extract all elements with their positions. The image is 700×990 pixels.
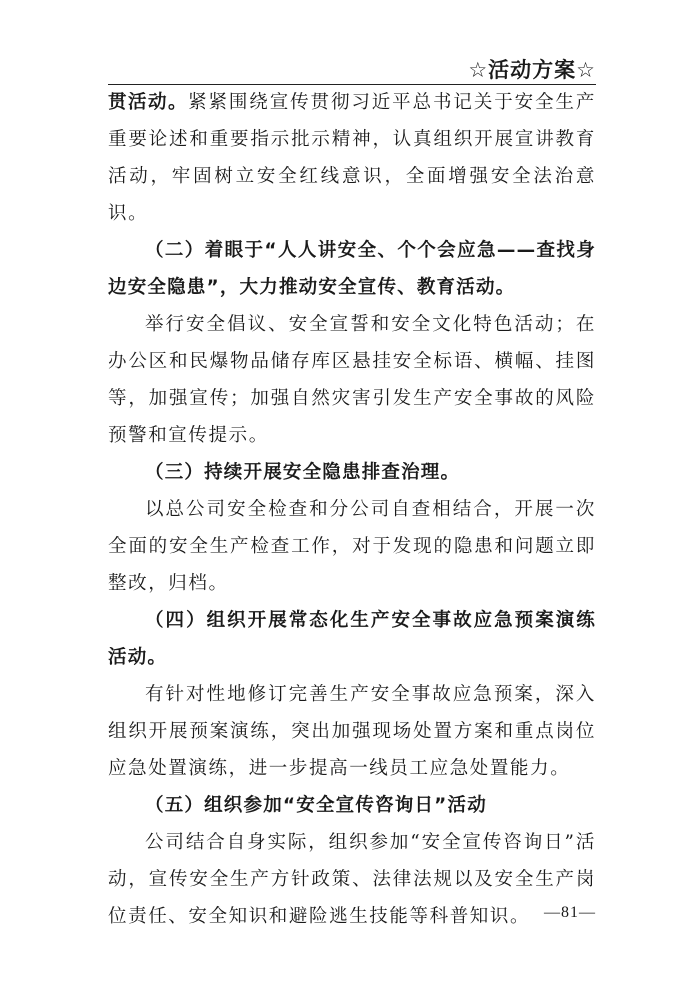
body-paragraph: 公司结合自身实际，组织参加“安全宣传咨询日”活动，宣传安全生产方针政策、法律法规以及安全生产岗位责任、安全知识和避险逃生技能等科普知识。 bbox=[108, 832, 596, 927]
paragraph-continuation bbox=[108, 84, 596, 232]
section-heading-5: （五）组织参加“安全宣传咨询日”活动 bbox=[145, 795, 487, 816]
body-paragraph: 有针对性地修订完善生产安全事故应急预案，深入组织开展预案演练，突出加强现场处置方案和重点岗位应急处置演练，进一步提高一线员工应急处置能力。 bbox=[108, 684, 596, 779]
section-heading-3: （三）持续开展安全隐患排查治理。 bbox=[145, 462, 461, 483]
paragraph-text: 紧紧围绕宣传贯彻习近平总书记关于安全生产重要论述和重要指示批示精神，认真组织开展宣讲教育活动，牢固树立安全红线意识，全面增强安全法治意识。 bbox=[108, 92, 596, 224]
header-title: ☆活动方案☆ bbox=[468, 58, 596, 82]
body-paragraph: 举行安全倡议、安全宣誓和安全文化特色活动；在办公区和民爆物品储存库区悬挂安全标语、横幅、挂图等，加强宣传；加强自然灾害引发生产安全事故的风险预警和宣传提示。 bbox=[108, 314, 596, 446]
section-heading-2: （二）着眼于“人人讲安全、个个会应急——查找身边安全隐患”，大力推动安全宣传、教育活动。 bbox=[108, 240, 596, 298]
page-number: —81— bbox=[544, 904, 596, 921]
section-heading-4: （四）组织开展常态化生产安全事故应急预案演练活动。 bbox=[108, 610, 596, 668]
body-paragraph: 以总公司安全检查和分公司自查相结合，开展一次全面的安全生产检查工作，对于发现的隐患和问题立即整改，归档。 bbox=[108, 499, 596, 594]
document-body bbox=[108, 84, 596, 935]
page-header bbox=[108, 50, 596, 85]
paragraph-lead: 贯活动。 bbox=[108, 92, 189, 113]
